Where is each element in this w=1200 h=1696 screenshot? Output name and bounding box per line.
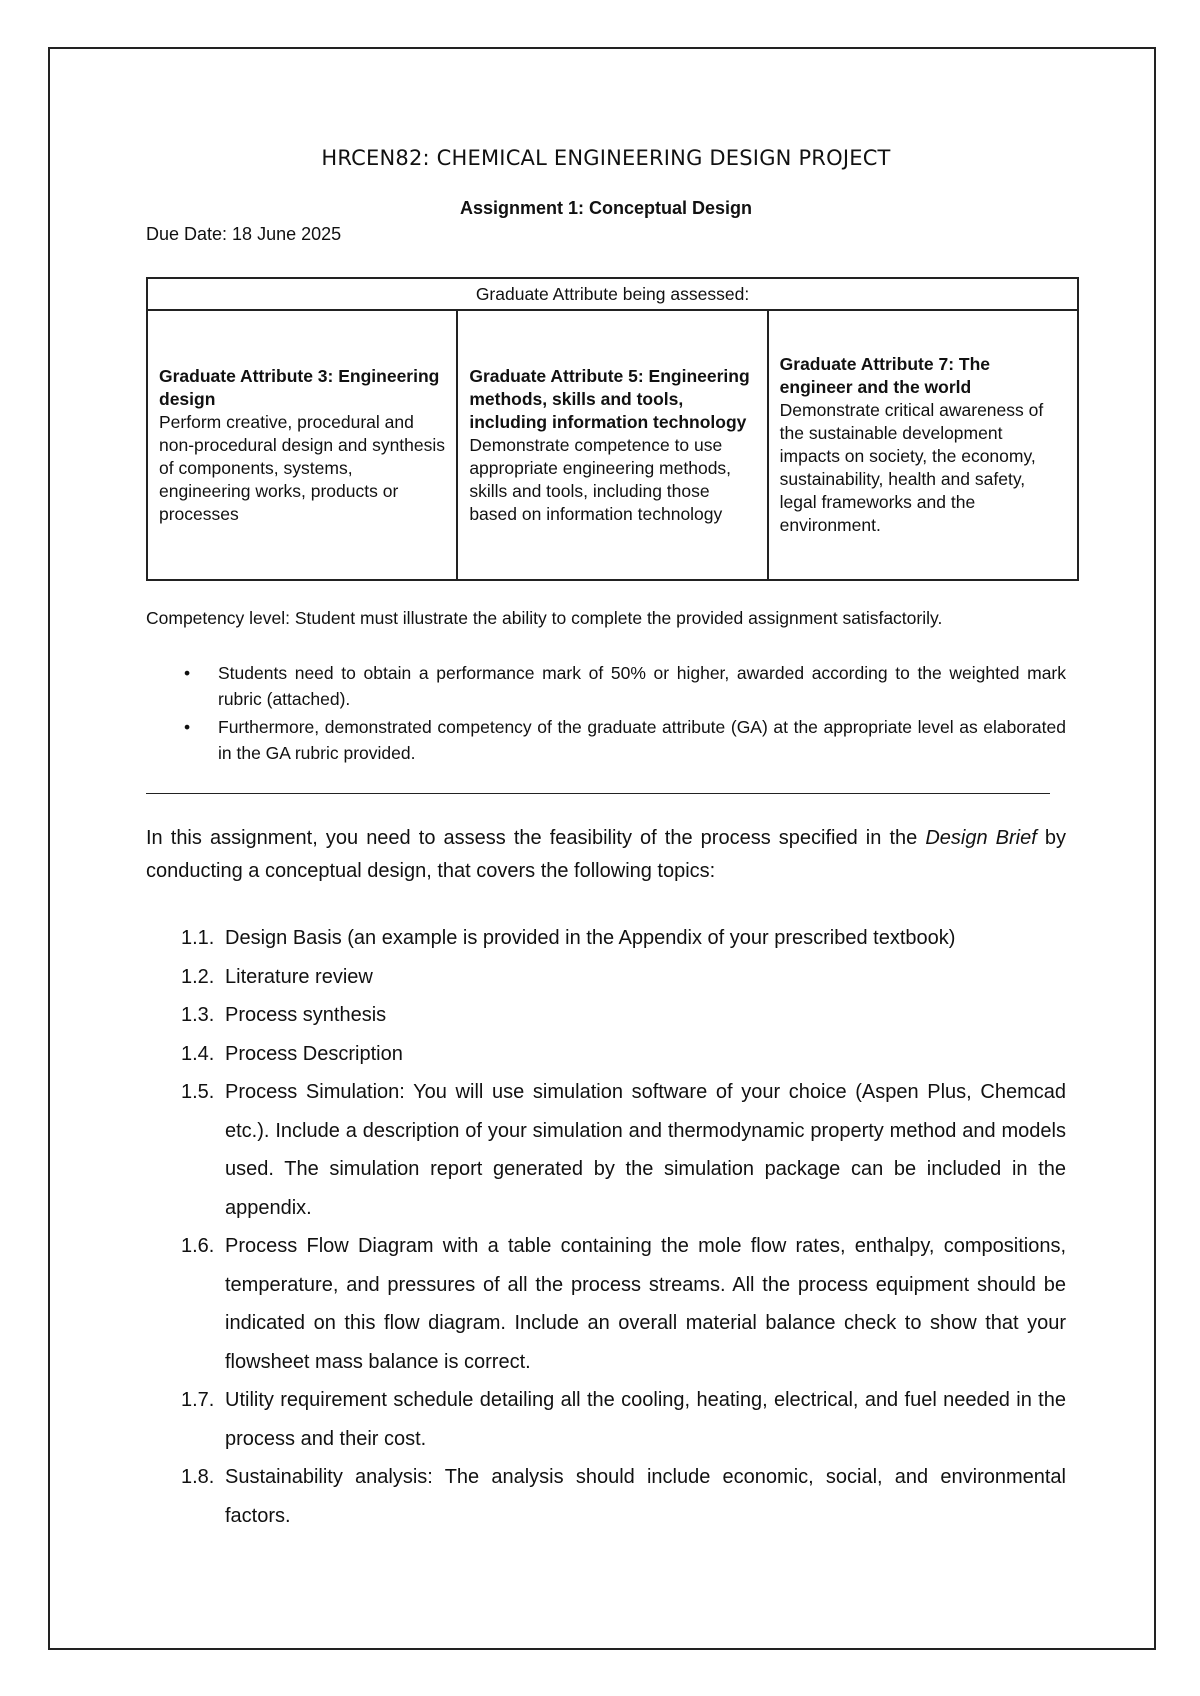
topic-number: 1.5.	[181, 1081, 215, 1103]
topic-text: Literature review	[225, 965, 373, 988]
topic-text: Process Simulation: You will use simulation software of your choice (Aspen Plus, Chemcad etc.). Include a description of your simulation and thermodynamic property method and models used. The simulation report generated by the simulation package can be included in the appendix.	[225, 1081, 1066, 1219]
list-item	[146, 996, 1066, 1035]
topic-text: Process Description	[225, 1042, 403, 1065]
topic-text: Sustainability analysis: The analysis should include economic, social, and environmental factors.	[225, 1466, 1066, 1527]
topic-text: Design Basis (an example is provided in the Appendix of your prescribed textbook)	[225, 927, 956, 949]
intro-text: In this assignment, you need to assess the feasibility of the process specified in the	[146, 827, 926, 849]
topic-text: Process Flow Diagram with a table containing the mole flow rates, enthalpy, compositions, temperature, and pressures of all the process streams. All the process equipment should be indicated on this flow diagram. Include an overall material balance check to show that your flowsheet mass balance is correct.	[225, 1235, 1066, 1373]
bullet-text: Students need to obtain a performance mark of 50% or higher, awarded according to the weighted mark rubric (attached).	[218, 663, 1066, 709]
list-item	[146, 1458, 1066, 1535]
topic-text: Process synthesis	[225, 1004, 387, 1026]
competency-level: Competency level: Student must illustrate the ability to complete the provided assignment satisfactorily.	[146, 608, 943, 628]
ga-cell-text: Perform creative, procedural and non-procedural design and synthesis of components, systems, engineering works, products or processes	[159, 411, 446, 524]
ga-cell-7	[768, 310, 1078, 580]
topic-text: Utility requirement schedule detailing all the cooling, heating, electrical, and fuel needed in the process and their cost.	[225, 1389, 1066, 1450]
list-item	[146, 958, 1066, 997]
topic-number: 1.6.	[181, 1235, 215, 1257]
competency-bullets	[146, 660, 1066, 768]
ga-table-header: Graduate Attribute being assessed:	[147, 278, 1078, 310]
list-item	[146, 1227, 1066, 1381]
topic-number: 1.3.	[181, 1004, 215, 1026]
list-item	[146, 1035, 1066, 1074]
topic-number: 1.1.	[181, 927, 215, 949]
topic-number: 1.8.	[181, 1466, 215, 1488]
list-item	[146, 919, 1066, 958]
list-item	[146, 1381, 1066, 1458]
topic-list	[146, 919, 1066, 1535]
ga-cell-text: Demonstrate critical awareness of the sustainable development impacts on society, the economy, sustainability, health and safety, legal frameworks and the environment.	[779, 400, 1044, 535]
section-divider	[146, 793, 1050, 794]
list-item	[146, 714, 1066, 766]
design-brief-emphasis: Design Brief	[925, 827, 1037, 849]
assignment-title: Assignment 1: Conceptual Design	[459, 198, 753, 218]
ga-cell-3	[147, 310, 457, 580]
ga-cell-title: Graduate Attribute 3: Engineering design	[159, 365, 440, 409]
bullet-text: Furthermore, demonstrated competency of the graduate attribute (GA) at the appropriate level as elaborated in the GA rubric provided.	[218, 717, 1066, 763]
ga-cell-5	[457, 310, 767, 580]
topic-number: 1.7.	[181, 1389, 215, 1411]
ga-cell-text: Demonstrate competence to use appropriate engineering methods, skills and tools, including those based on information technology	[469, 434, 732, 524]
due-date: Due Date: 18 June 2025	[146, 224, 342, 244]
document-title: HRCEN82: CHEMICAL ENGINEERING DESIGN PROJECT	[321, 146, 891, 170]
list-item	[146, 1073, 1066, 1227]
list-item	[146, 660, 1066, 712]
ga-cell-title: Graduate Attribute 7: The engineer and the world	[779, 354, 990, 397]
topic-number: 1.2.	[181, 965, 215, 988]
ga-cell-title: Graduate Attribute 5: Engineering methods, skills and tools, including information technology	[469, 365, 750, 432]
graduate-attribute-table	[146, 277, 1079, 581]
bullet-icon: •	[184, 663, 191, 683]
intro-text-end: by conducting a conceptual design, that covers the following topics:	[146, 827, 1066, 882]
topic-number: 1.4.	[181, 1042, 215, 1065]
intro-paragraph	[146, 822, 1066, 888]
bullet-icon: •	[184, 717, 191, 737]
